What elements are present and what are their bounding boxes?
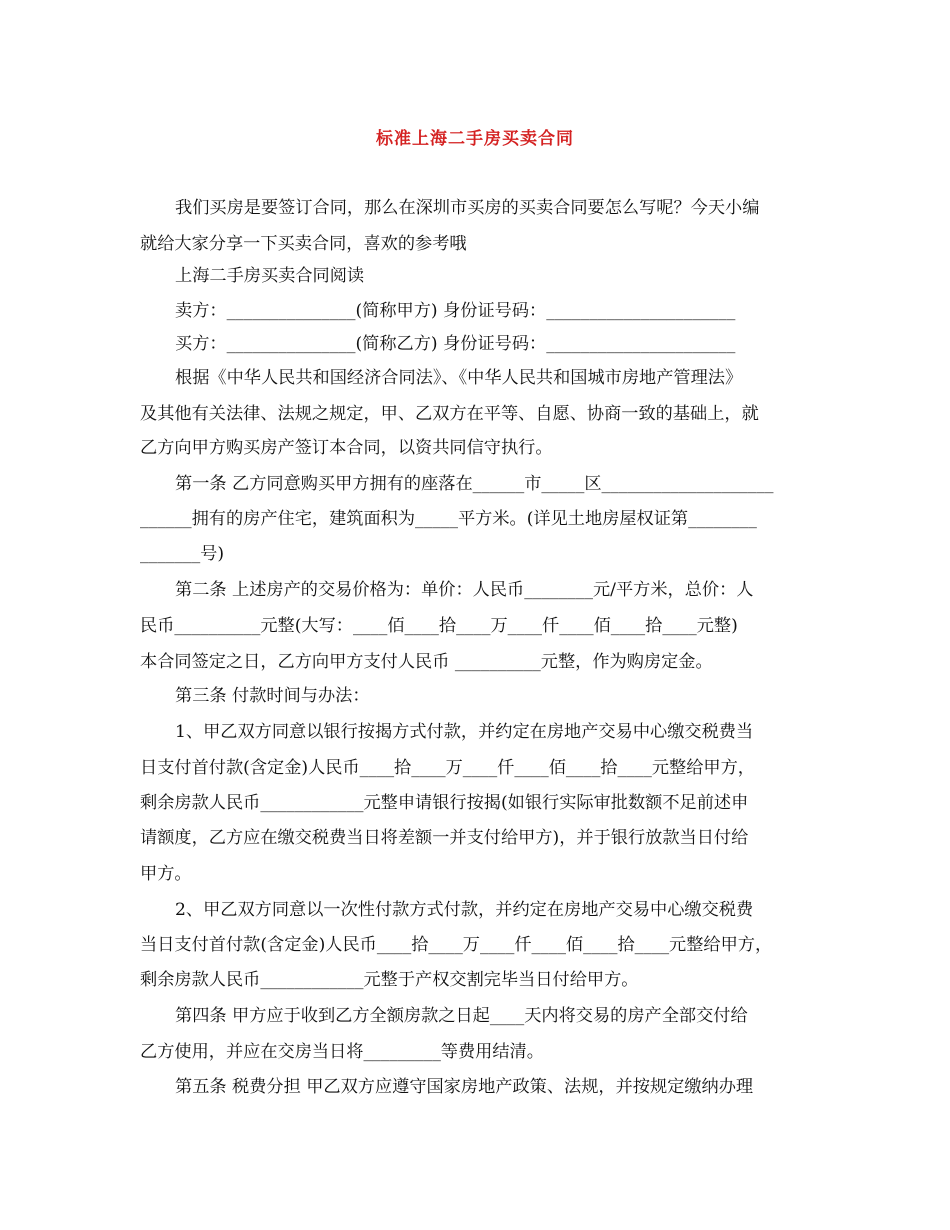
paragraph-line: 第四条 甲方应于收到乙方全额房款之日起____天内将交易的房产全部交付给 xyxy=(175,1006,748,1026)
paragraph-line: 请额度，乙方应在缴交税费当日将差额一并支付给甲方)，并于银行放款当日付给 xyxy=(140,828,749,848)
paragraph-line: 剩余房款人民币____________元整于产权交割完毕当日付给甲方。 xyxy=(140,970,639,990)
paragraph-line: 第三条 付款时间与办法： xyxy=(175,686,370,706)
paragraph-line: 本合同签定之日，乙方向甲方支付人民币 __________元整，作为购房定金。 xyxy=(140,652,713,672)
paragraph-line: 1、甲乙双方同意以银行按揭方式付款，并约定在房地产交易中心缴交税费当 xyxy=(175,722,754,742)
paragraph-line: 就给大家分享一下买卖合同，喜欢的参考哦 xyxy=(140,234,467,254)
document-title: 标准上海二手房买卖合同 xyxy=(376,129,574,149)
paragraph-line: 卖方：_______________(简称甲方) 身份证号码：______________________ xyxy=(175,301,736,321)
paragraph-line: 根据《中华人民共和国经济合同法》、《中华人民共和国城市房地产管理法》 xyxy=(175,368,743,388)
paragraph-line: 我们买房是要签订合同，那么在深圳市买房的买卖合同要怎么写呢？今天小编 xyxy=(175,198,760,218)
paragraph-line: 当日支付首付款(含定金)人民币____拾____万____仟____佰____拾____元整给甲方， xyxy=(140,935,773,955)
paragraph-line: 甲方。 xyxy=(140,864,192,884)
paragraph-line: 及其他有关法律、法规之规定，甲、乙双方在平等、自愿、协商一致的基础上，就 xyxy=(140,404,759,424)
paragraph-line: 2、甲乙双方同意以一次性付款方式付款，并约定在房地产交易中心缴交税费 xyxy=(175,900,754,920)
paragraph-line: ______拥有的房产住宅，建筑面积为_____平方米。(详见土地房屋权证第________ xyxy=(140,509,757,529)
paragraph-line: 乙方使用，并应在交房当日将_________等费用结清。 xyxy=(140,1042,544,1062)
paragraph-line: 剩余房款人民币____________元整申请银行按揭(如银行实际审批数额不足前述申 xyxy=(140,793,749,813)
paragraph-line: 第一条 乙方同意购买甲方拥有的座落在______市_____区____________________ xyxy=(175,474,774,494)
paragraph-line: 第二条 上述房产的交易价格为：单价：人民币________元/平方米，总价：人 xyxy=(175,580,754,600)
paragraph-line: 上海二手房买卖合同阅读 xyxy=(175,266,365,286)
paragraph-line: 乙方向甲方购买房产签订本合同，以资共同信守执行。 xyxy=(140,438,553,458)
paragraph-line: 第五条 税费分担 甲乙双方应遵守国家房地产政策、法规，并按规定缴纳办理 xyxy=(175,1077,754,1097)
paragraph-line: 买方：_______________(简称乙方) 身份证号码：______________________ xyxy=(175,334,736,354)
paragraph-line: 日支付首付款(含定金)人民币____拾____万____仟____佰____拾____元整给甲方， xyxy=(140,758,755,778)
paragraph-line: 民币__________元整(大写：____佰____拾____万____仟____佰____拾____元整) xyxy=(140,616,738,636)
paragraph-line: _______号) xyxy=(140,544,225,564)
